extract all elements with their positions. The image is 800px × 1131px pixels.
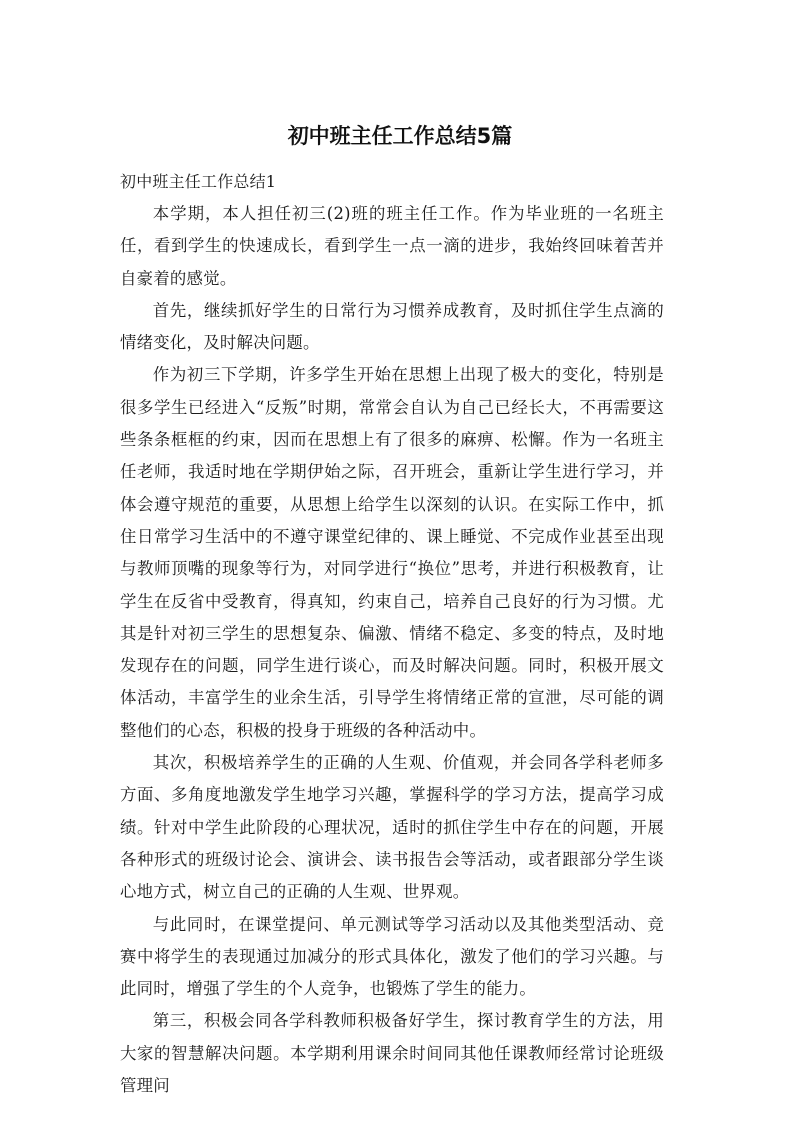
paragraph-5: 与此同时，在课堂提问、单元测试等学习活动以及其他类型活动、竞赛中将学生的表现通过加减分的形式具体化，激发了他们的学习兴趣。与此同时，增强了学生的个人竞争，也锻炼了学生的能力。: [120, 914, 664, 999]
paragraph-4: 其次，积极培养学生的正确的人生观、价值观，并会同各学科老师多方面、多角度地激发学生地学习兴趣，掌握科学的学习方法，提高学习成绩。针对中学生此阶段的心理状况，适时的抓住学生中存在的问题，开展各种形式的班级讨论会、演讲会、读书报告会等活动，或者跟部分学生谈心地方式，树立自己的正确的人生观、世界观。: [120, 753, 664, 902]
document-title: 初中班主任工作总结5篇: [287, 124, 513, 148]
paragraph-1: 本学期，本人担任初三(2)班的班主任工作。作为毕业班的一名班主任，看到学生的快速成长，看到学生一点一滴的进步，我始终回味着苦并自豪着的感觉。: [120, 204, 664, 288]
paragraph-3: 作为初三下学期，许多学生开始在思想上出现了极大的变化，特别是很多学生已经进入“反叛”时期，常常会自认为自己已经长大，不再需要这些条条框框的约束，因而在思想上有了很多的麻痹、松懈。作为一名班主任老师，我适时地在学期伊始之际，召开班会，重新让学生进行学习，并体会遵守规范的重要，从思想上给学生以深刻的认识。在实际工作中，抓住日常学习生活中的不遵守课堂纪律的、课上睡觉、不完成作业甚至出现与教师顶嘴的现象等行为，对同学进行“换位”思考，并进行积极教育，让学生在反省中受教育，得真知，约束自己，培养自己良好的行为习惯。尤其是针对初三学生的思想复杂、偏激、情绪不稳定、多变的特点，及时地发现存在的问题，同学生进行谈心，而及时解决问题。同时，积极开展文体活动，丰富学生的业余生活，引导学生将情绪正常的宣泄，尽可能的调整他们的心态，积极的投身于班级的各种活动中。: [120, 365, 664, 740]
section-heading: 初中班主任工作总结1: [120, 172, 277, 191]
paragraph-2: 首先，继续抓好学生的日常行为习惯养成教育，及时抓住学生点滴的情绪变化，及时解决问题。: [120, 300, 664, 353]
paragraph-6: 第三，积极会同各学科教师积极备好学生，探讨教育学生的方法，用大家的智慧解决问题。本学期利用课余时间同其他任课教师经常讨论班级管理问: [120, 1011, 664, 1096]
